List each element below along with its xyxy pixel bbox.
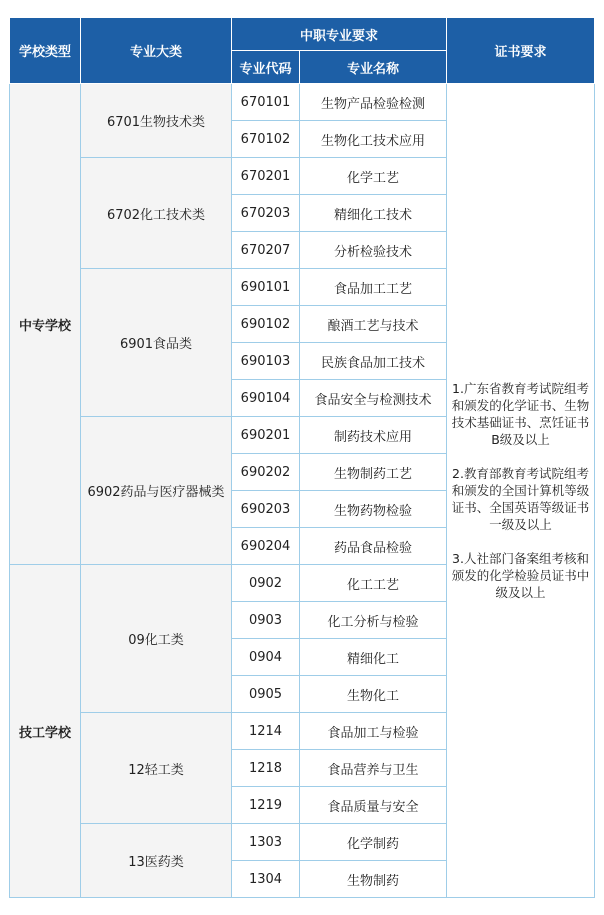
major-name-cell: 化工工艺: [300, 565, 447, 602]
major-name-cell: 食品质量与安全: [300, 787, 447, 824]
major-code-cell: 0905: [232, 676, 300, 713]
major-code-cell: 0904: [232, 639, 300, 676]
major-code-cell: 690203: [232, 491, 300, 528]
major-code-cell: 1303: [232, 824, 300, 861]
major-category-cell: 12轻工类: [81, 713, 232, 824]
major-code-cell: 670207: [232, 232, 300, 269]
certificate-requirement-cell: 1.广东省教育考试院组考和颁发的化学证书、生物技术基础证书、烹饪证书B级及以上 2.教育部教育考试院组考和颁发的全国计算机等级证书、全国英语等级证书一级及以上 3.人社部门备案组考核和颁发的化学检验员证书中级及以上: [447, 84, 595, 898]
school-type-cell: 技工学校: [10, 565, 81, 898]
requirements-table: [9, 17, 595, 898]
major-code-cell: 670203: [232, 195, 300, 232]
major-category-cell: 6701生物技术类: [81, 84, 232, 158]
major-code-cell: 0903: [232, 602, 300, 639]
header-school-type: 学校类型: [10, 18, 81, 84]
major-code-cell: 670102: [232, 121, 300, 158]
requirements-table-wrapper: [9, 17, 595, 898]
major-code-cell: 0902: [232, 565, 300, 602]
major-category-cell: 09化工类: [81, 565, 232, 713]
major-category-cell: 6901食品类: [81, 269, 232, 417]
major-name-cell: 酿酒工艺与技术: [300, 306, 447, 343]
header-secondary-requirement: 中职专业要求: [232, 18, 447, 51]
table-body: [10, 84, 595, 898]
major-name-cell: 食品加工工艺: [300, 269, 447, 306]
major-code-cell: 1214: [232, 713, 300, 750]
school-type-cell: 中专学校: [10, 84, 81, 565]
major-code-cell: 1218: [232, 750, 300, 787]
major-name-cell: 精细化工技术: [300, 195, 447, 232]
major-code-cell: 670101: [232, 84, 300, 121]
major-code-cell: 690101: [232, 269, 300, 306]
header-major-name: 专业名称: [300, 51, 447, 84]
major-name-cell: 药品食品检验: [300, 528, 447, 565]
header-major-code: 专业代码: [232, 51, 300, 84]
major-name-cell: 生物产品检验检测: [300, 84, 447, 121]
major-name-cell: 制药技术应用: [300, 417, 447, 454]
major-name-cell: 生物化工: [300, 676, 447, 713]
table-row: [10, 84, 595, 121]
major-name-cell: 分析检验技术: [300, 232, 447, 269]
major-name-cell: 生物制药工艺: [300, 454, 447, 491]
major-name-cell: 食品加工与检验: [300, 713, 447, 750]
major-category-cell: 13医药类: [81, 824, 232, 898]
header-major-category: 专业大类: [81, 18, 232, 84]
major-name-cell: 生物药物检验: [300, 491, 447, 528]
major-code-cell: 670201: [232, 158, 300, 195]
major-code-cell: 1304: [232, 861, 300, 898]
major-category-cell: 6702化工技术类: [81, 158, 232, 269]
major-name-cell: 民族食品加工技术: [300, 343, 447, 380]
major-name-cell: 精细化工: [300, 639, 447, 676]
major-code-cell: 690103: [232, 343, 300, 380]
major-name-cell: 食品安全与检测技术: [300, 380, 447, 417]
major-code-cell: 1219: [232, 787, 300, 824]
major-name-cell: 生物化工技术应用: [300, 121, 447, 158]
major-name-cell: 生物制药: [300, 861, 447, 898]
major-name-cell: 食品营养与卫生: [300, 750, 447, 787]
major-code-cell: 690104: [232, 380, 300, 417]
major-category-cell: 6902药品与医疗器械类: [81, 417, 232, 565]
major-name-cell: 化工分析与检验: [300, 602, 447, 639]
major-code-cell: 690204: [232, 528, 300, 565]
major-code-cell: 690202: [232, 454, 300, 491]
major-code-cell: 690102: [232, 306, 300, 343]
major-code-cell: 690201: [232, 417, 300, 454]
major-name-cell: 化学制药: [300, 824, 447, 861]
header-certificate-requirement: 证书要求: [447, 18, 595, 84]
major-name-cell: 化学工艺: [300, 158, 447, 195]
